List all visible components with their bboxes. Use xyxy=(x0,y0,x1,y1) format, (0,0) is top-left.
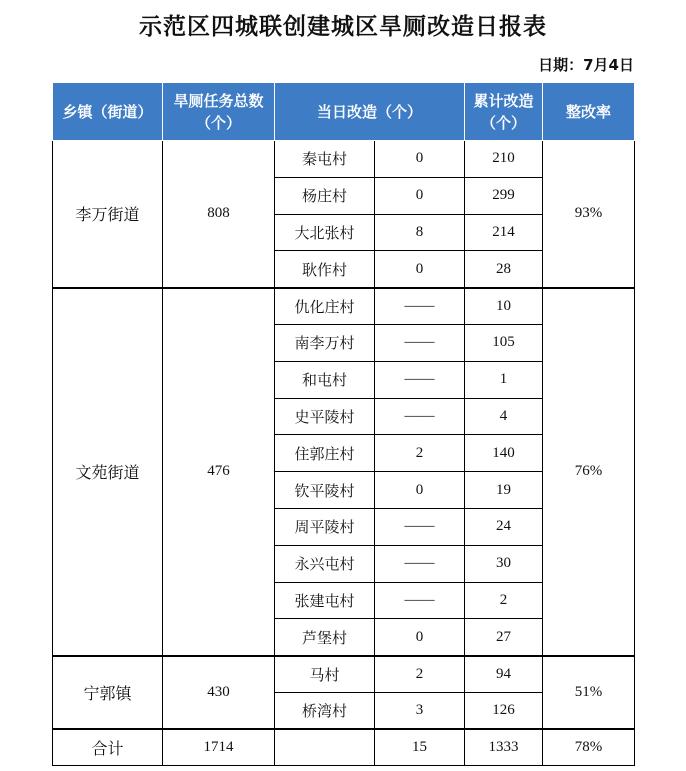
village-name: 周平陵村 xyxy=(275,508,375,545)
table-row xyxy=(53,141,635,178)
town-name: 宁郭镇 xyxy=(53,656,163,730)
village-cumulative: 140 xyxy=(465,435,543,472)
village-cumulative: 24 xyxy=(465,508,543,545)
village-cumulative: 94 xyxy=(465,656,543,693)
village-name: 秦屯村 xyxy=(275,141,375,178)
total-task-sum: 1714 xyxy=(163,729,275,765)
header-total-task-line2: （个） xyxy=(195,113,241,132)
town-rate: 93% xyxy=(543,141,635,288)
village-name: 桥湾村 xyxy=(275,692,375,729)
town-name: 李万街道 xyxy=(53,141,163,288)
header-daily: 当日改造（个） xyxy=(275,83,465,141)
report-table xyxy=(52,82,635,766)
village-cumulative: 19 xyxy=(465,472,543,509)
village-daily: 2 xyxy=(375,656,465,693)
village-daily: 0 xyxy=(375,619,465,656)
total-label: 合计 xyxy=(53,729,163,765)
header-cumulative xyxy=(465,83,543,141)
village-daily: —— xyxy=(375,398,465,435)
village-daily: 0 xyxy=(375,177,465,214)
total-rate: 78% xyxy=(543,729,635,765)
village-cumulative: 105 xyxy=(465,324,543,361)
header-row xyxy=(53,83,635,141)
village-cumulative: 214 xyxy=(465,214,543,251)
total-village-blank xyxy=(275,729,375,765)
village-name: 住郭庄村 xyxy=(275,435,375,472)
village-daily: 0 xyxy=(375,472,465,509)
village-name: 南李万村 xyxy=(275,324,375,361)
village-daily: —— xyxy=(375,361,465,398)
village-name: 和屯村 xyxy=(275,361,375,398)
village-cumulative: 299 xyxy=(465,177,543,214)
village-name: 张建屯村 xyxy=(275,582,375,619)
village-cumulative: 2 xyxy=(465,582,543,619)
total-cumulative-sum: 1333 xyxy=(465,729,543,765)
village-name: 马村 xyxy=(275,656,375,693)
village-name: 芦堡村 xyxy=(275,619,375,656)
town-total-task: 808 xyxy=(163,141,275,288)
town-total-task: 476 xyxy=(163,288,275,656)
header-total-task xyxy=(163,83,275,141)
village-daily: —— xyxy=(375,508,465,545)
village-name: 史平陵村 xyxy=(275,398,375,435)
report-date: 日期：7月4日 xyxy=(538,56,634,74)
village-cumulative: 30 xyxy=(465,545,543,582)
town-rate: 76% xyxy=(543,288,635,656)
village-name: 耿作村 xyxy=(275,251,375,288)
village-name: 仇化庄村 xyxy=(275,288,375,325)
town-name: 文苑街道 xyxy=(53,288,163,656)
header-cumulative-line1: 累计改造 xyxy=(473,91,534,110)
village-cumulative: 126 xyxy=(465,692,543,729)
village-daily: 0 xyxy=(375,251,465,288)
total-row xyxy=(53,729,635,765)
table-body xyxy=(53,141,635,766)
village-daily: 8 xyxy=(375,214,465,251)
village-cumulative: 27 xyxy=(465,619,543,656)
village-name: 永兴屯村 xyxy=(275,545,375,582)
town-total-task: 430 xyxy=(163,656,275,730)
village-daily: 0 xyxy=(375,141,465,178)
header-cumulative-line2: （个） xyxy=(480,113,526,132)
total-daily-sum: 15 xyxy=(375,729,465,765)
village-cumulative: 28 xyxy=(465,251,543,288)
table-row xyxy=(53,288,635,325)
table-row xyxy=(53,656,635,693)
village-cumulative: 210 xyxy=(465,141,543,178)
village-name: 钦平陵村 xyxy=(275,472,375,509)
header-total-task-line1: 旱厕任务总数 xyxy=(173,91,264,110)
village-daily: 3 xyxy=(375,692,465,729)
header-town: 乡镇（街道） xyxy=(53,83,163,141)
village-cumulative: 10 xyxy=(465,288,543,325)
header-rate: 整改率 xyxy=(543,83,635,141)
village-cumulative: 4 xyxy=(465,398,543,435)
village-daily: 2 xyxy=(375,435,465,472)
village-daily: —— xyxy=(375,288,465,325)
page-title: 示范区四城联创建城区旱厕改造日报表 xyxy=(139,14,547,40)
village-daily: —— xyxy=(375,324,465,361)
village-cumulative: 1 xyxy=(465,361,543,398)
village-name: 杨庄村 xyxy=(275,177,375,214)
town-rate: 51% xyxy=(543,656,635,730)
village-name: 大北张村 xyxy=(275,214,375,251)
village-daily: —— xyxy=(375,582,465,619)
village-daily: —— xyxy=(375,545,465,582)
